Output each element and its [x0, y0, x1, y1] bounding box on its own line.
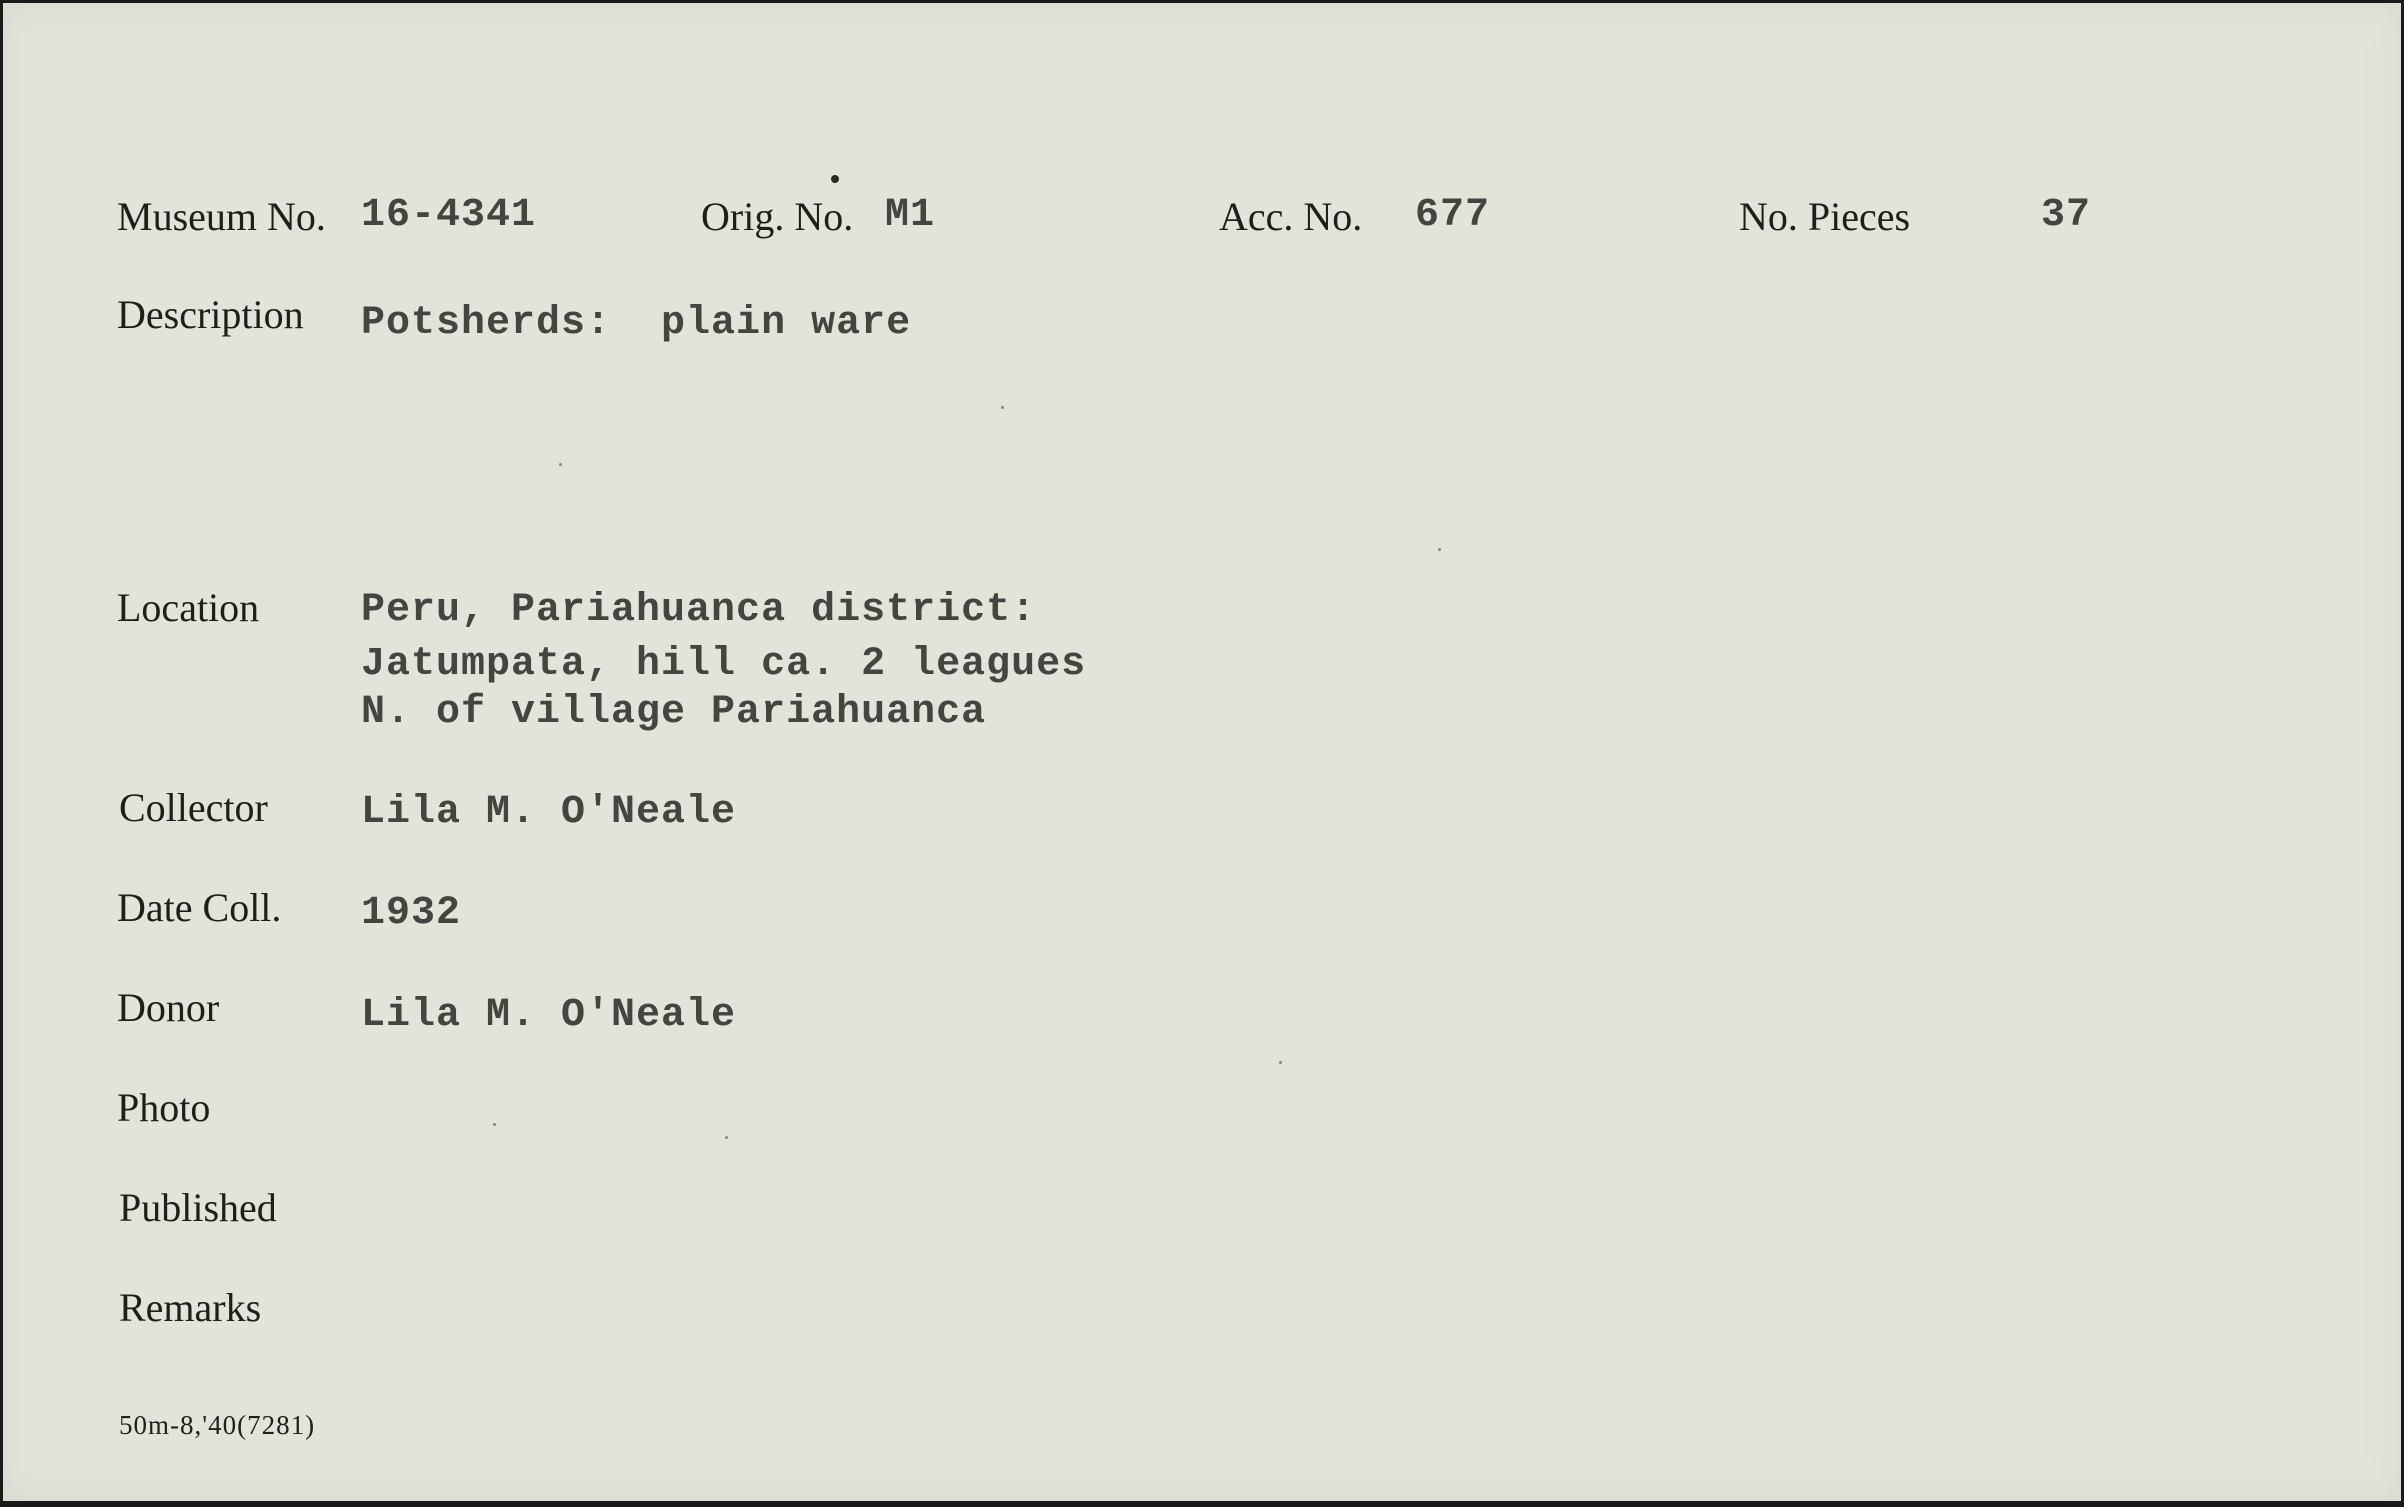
donor-label: Donor — [117, 985, 220, 1030]
acc-no-value: 677 — [1415, 193, 1491, 238]
no-pieces-label: No. Pieces — [1739, 194, 1911, 239]
paper-speck — [493, 1123, 496, 1126]
catalog-card — [3, 3, 2401, 1501]
print-code: 50m-8,'40(7281) — [119, 1410, 316, 1440]
museum-no-label: Museum No. — [117, 194, 326, 239]
location-line-1: Peru, Pariahuanca district: — [361, 588, 1037, 633]
location-line-3: N. of village Pariahuanca — [361, 690, 987, 735]
collector-label: Collector — [119, 785, 268, 830]
paper-speck — [725, 1136, 728, 1139]
paper-speck — [1001, 406, 1004, 409]
location-line-2: Jatumpata, hill ca. 2 leagues — [361, 642, 1087, 687]
location-label: Location — [117, 585, 260, 630]
paper-speck — [1438, 548, 1441, 551]
date-coll-value: 1932 — [361, 891, 462, 936]
description-value: Potsherds: plain ware — [361, 301, 912, 346]
remarks-label: Remarks — [119, 1285, 262, 1330]
paper-speck — [559, 463, 562, 466]
orig-no-value: M1 — [885, 193, 936, 238]
paper-speck — [1279, 1061, 1282, 1064]
date-coll-label: Date Coll. — [117, 885, 282, 930]
photo-label: Photo — [117, 1085, 211, 1130]
ink-dot — [831, 175, 839, 183]
museum-no-value: 16-4341 — [361, 193, 537, 238]
donor-value: Lila M. O'Neale — [361, 993, 737, 1038]
orig-no-label: Orig. No. — [701, 194, 854, 239]
collector-value: Lila M. O'Neale — [361, 790, 737, 835]
description-label: Description — [117, 292, 304, 337]
no-pieces-value: 37 — [2041, 193, 2092, 238]
acc-no-label: Acc. No. — [1219, 194, 1363, 239]
published-label: Published — [119, 1185, 277, 1230]
